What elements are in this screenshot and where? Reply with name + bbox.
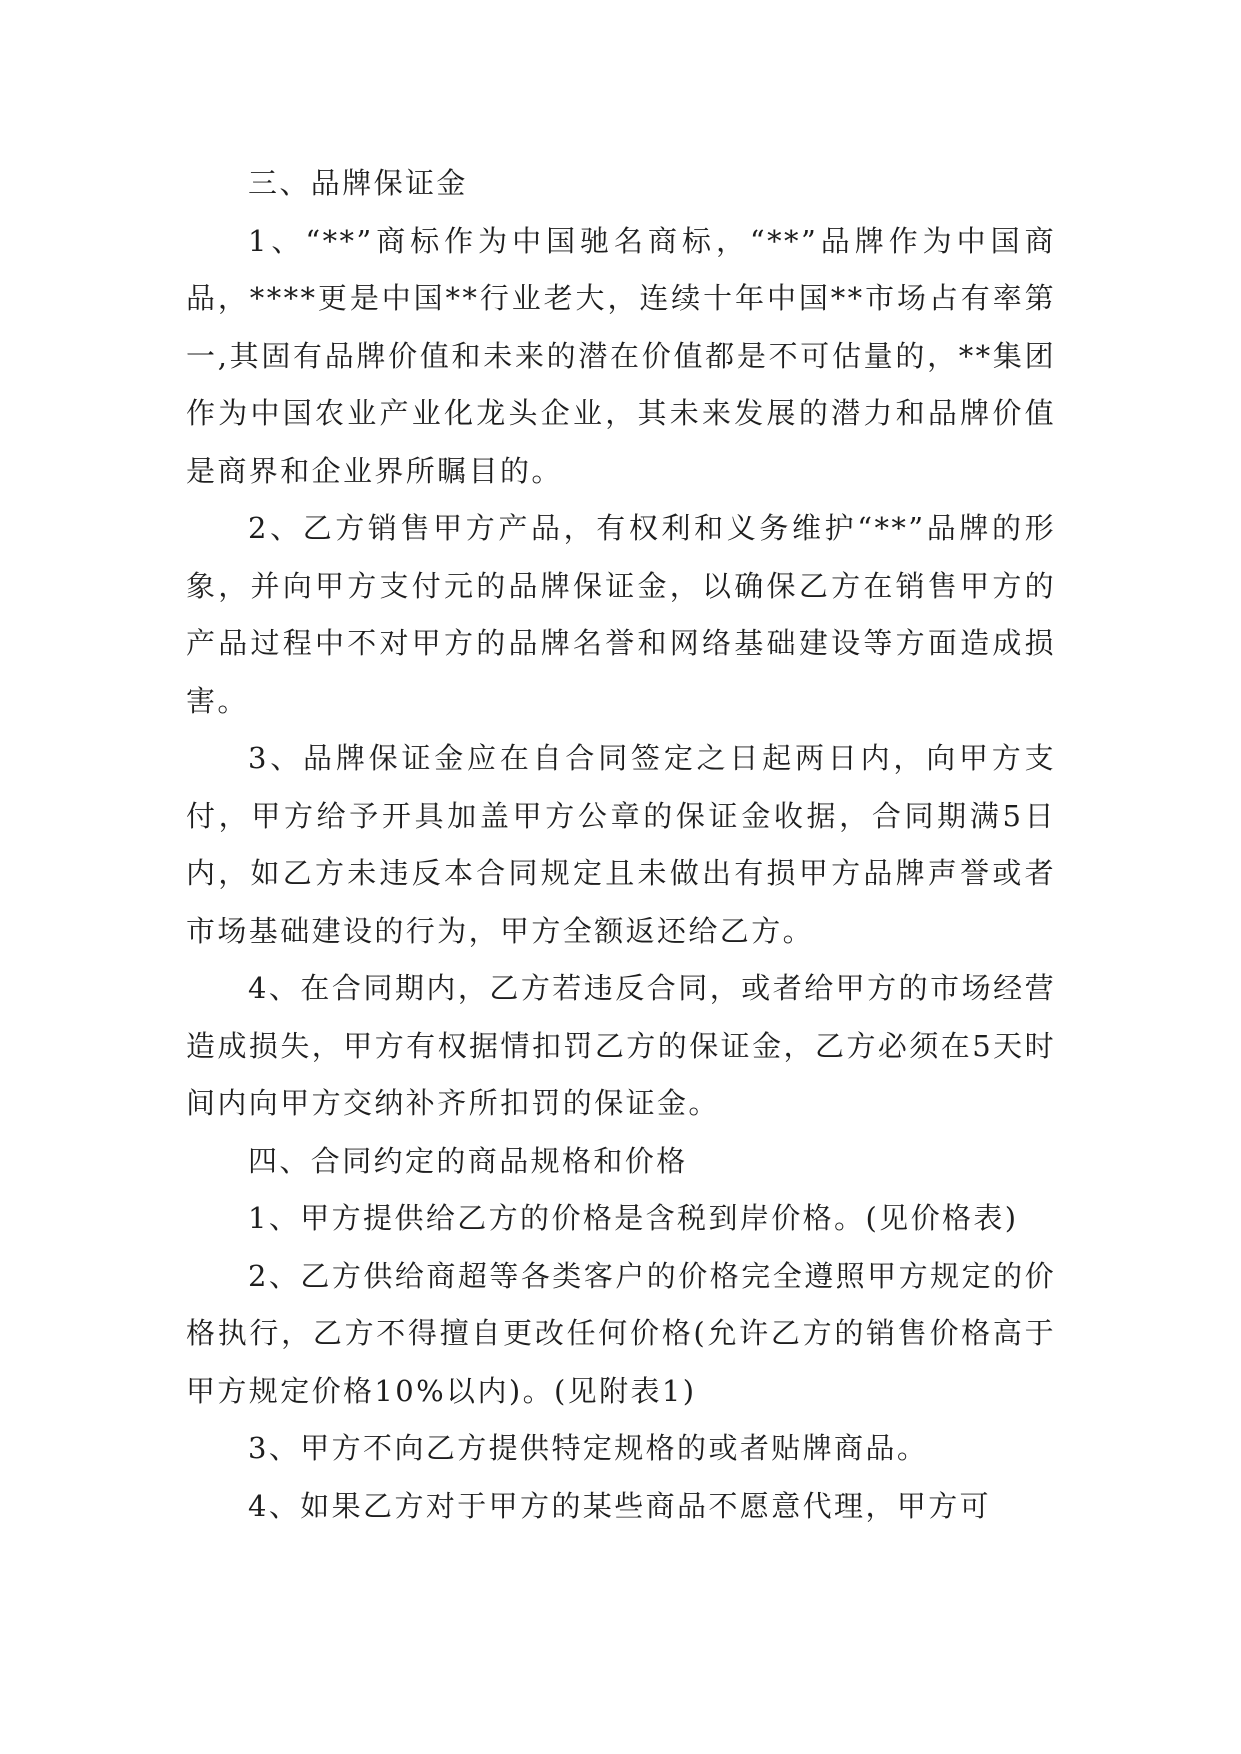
paragraph: 3、品牌保证金应在自合同签定之日起两日内，向甲方支付，甲方给予开具加盖甲方公章的保证金收据，合同期满5日内，如乙方未违反本合同规定且未做出有损甲方品牌声誉或者市场基础建设的行为，甲方全额返还给乙方。: [186, 741, 1056, 948]
section-heading-specs-and-prices: 四、合同约定的商品规格和价格: [248, 1143, 688, 1178]
document-body: [186, 155, 1056, 1535]
paragraph: 1、“**”商标作为中国驰名商标，“**”品牌作为中国商品，****更是中国**行业老大，连续十年中国**市场占有率第一,其固有品牌价值和未来的潜在价值都是不可估量的，**集团作为中国农业产业化龙头企业，其未来发展的潜力和品牌价值是商界和企业界所瞩目的。: [186, 223, 1056, 488]
paragraph: 4、如果乙方对于甲方的某些商品不愿意代理，甲方可: [248, 1488, 992, 1523]
section-heading-brand-deposit: 三、品牌保证金: [248, 166, 468, 200]
paragraph: 3、甲方不向乙方提供特定规格的或者贴牌商品。: [248, 1431, 929, 1465]
paragraph: 1、甲方提供给乙方的价格是含税到岸价格。(见价格表): [248, 1201, 1019, 1235]
paragraph: 4、在合同期内，乙方若违反合同，或者给甲方的市场经营造成损失，甲方有权据情扣罚乙方的保证金，乙方必须在5天时间内向甲方交纳补齐所扣罚的保证金。: [186, 971, 1056, 1120]
paragraph: 2、乙方供给商超等各类客户的价格完全遵照甲方规定的价格执行，乙方不得擅自更改任何价格(允许乙方的销售价格高于甲方规定价格10%以内)。(见附表1): [186, 1258, 1056, 1408]
paragraph: 2、乙方销售甲方产品，有权利和义务维护“**”品牌的形象，并向甲方支付元的品牌保证金，以确保乙方在销售甲方的产品过程中不对甲方的品牌名誉和网络基础建设等方面造成损害。: [186, 511, 1056, 718]
